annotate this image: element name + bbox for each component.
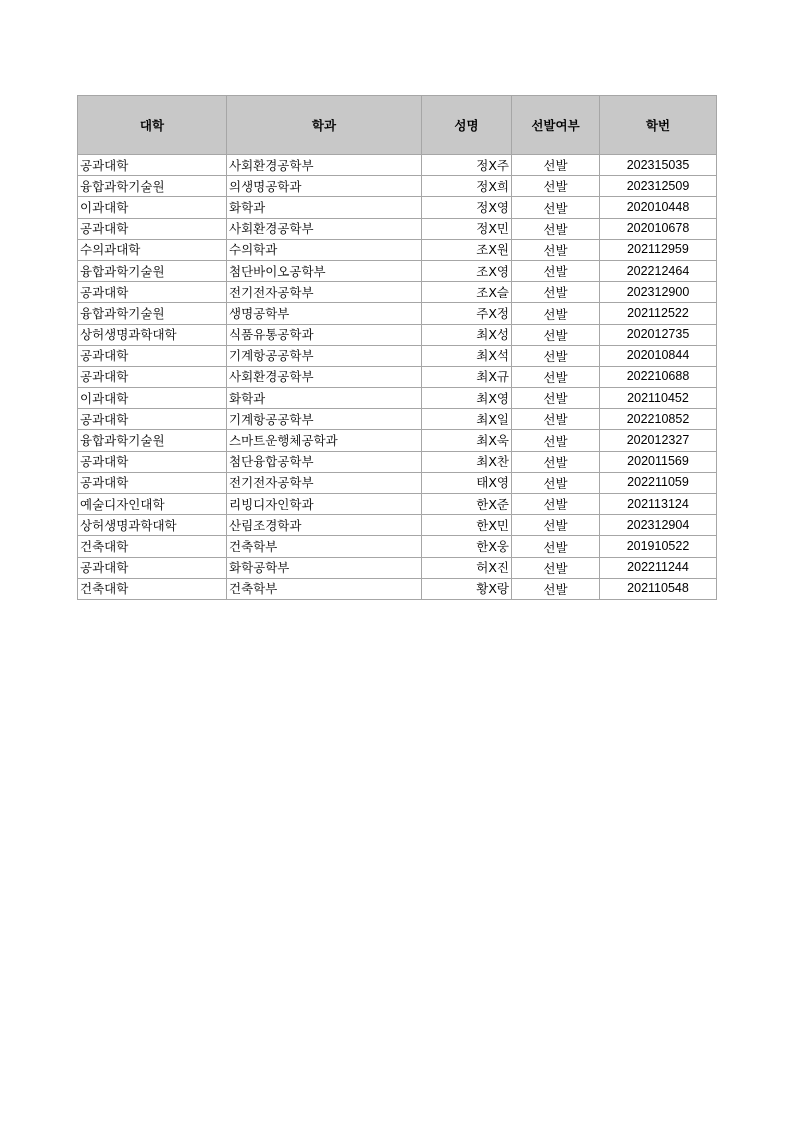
cell-selection-status: 선발 <box>512 472 600 493</box>
cell-selection-status: 선발 <box>512 536 600 557</box>
cell-selection-status: 선발 <box>512 515 600 536</box>
cell-student-id: 202010844 <box>600 345 717 366</box>
cell-name: 정X영 <box>422 197 512 218</box>
cell-college: 이과대학 <box>78 197 227 218</box>
cell-name: 정X민 <box>422 218 512 239</box>
cell-name: 태X영 <box>422 472 512 493</box>
cell-college: 융합과학기술원 <box>78 260 227 281</box>
header-college: 대학 <box>78 96 227 155</box>
cell-student-id: 202012327 <box>600 430 717 451</box>
cell-name: 조X슬 <box>422 282 512 303</box>
cell-name: 정X희 <box>422 176 512 197</box>
cell-name: 허X진 <box>422 557 512 578</box>
cell-name: 조X원 <box>422 239 512 260</box>
table-row <box>78 494 717 515</box>
cell-student-id: 202110452 <box>600 388 717 409</box>
cell-name: 주X정 <box>422 303 512 324</box>
cell-college: 공과대학 <box>78 451 227 472</box>
cell-college: 공과대학 <box>78 282 227 303</box>
table-row <box>78 578 717 599</box>
table-row <box>78 324 717 345</box>
cell-college: 융합과학기술원 <box>78 430 227 451</box>
cell-name: 최X영 <box>422 388 512 409</box>
cell-college: 상허생명과학대학 <box>78 324 227 345</box>
table-row <box>78 260 717 281</box>
cell-department: 전기전자공학부 <box>227 472 422 493</box>
cell-student-id: 202010448 <box>600 197 717 218</box>
table-row <box>78 345 717 366</box>
table-row <box>78 303 717 324</box>
cell-college: 공과대학 <box>78 155 227 176</box>
table-row <box>78 176 717 197</box>
cell-selection-status: 선발 <box>512 409 600 430</box>
cell-college: 건축대학 <box>78 536 227 557</box>
cell-selection-status: 선발 <box>512 218 600 239</box>
cell-department: 사회환경공학부 <box>227 218 422 239</box>
cell-college: 예술디자인대학 <box>78 494 227 515</box>
cell-selection-status: 선발 <box>512 303 600 324</box>
header-name: 성명 <box>422 96 512 155</box>
cell-college: 공과대학 <box>78 472 227 493</box>
cell-college: 수의과대학 <box>78 239 227 260</box>
cell-name: 최X성 <box>422 324 512 345</box>
cell-department: 건축학부 <box>227 536 422 557</box>
header-student-id: 학번 <box>600 96 717 155</box>
cell-department: 화학과 <box>227 197 422 218</box>
cell-name: 조X영 <box>422 260 512 281</box>
cell-department: 리빙디자인학과 <box>227 494 422 515</box>
cell-college: 융합과학기술원 <box>78 176 227 197</box>
cell-student-id: 202312509 <box>600 176 717 197</box>
cell-college: 상허생명과학대학 <box>78 515 227 536</box>
cell-student-id: 202112522 <box>600 303 717 324</box>
table-header <box>78 96 717 155</box>
table-row <box>78 472 717 493</box>
cell-selection-status: 선발 <box>512 155 600 176</box>
table-row <box>78 239 717 260</box>
cell-department: 첨단바이오공학부 <box>227 260 422 281</box>
table-row <box>78 197 717 218</box>
table-row <box>78 515 717 536</box>
cell-name: 황X랑 <box>422 578 512 599</box>
table-row <box>78 282 717 303</box>
header-department: 학과 <box>227 96 422 155</box>
cell-department: 전기전자공학부 <box>227 282 422 303</box>
cell-student-id: 202312900 <box>600 282 717 303</box>
cell-student-id: 202312904 <box>600 515 717 536</box>
cell-department: 기계항공공학부 <box>227 345 422 366</box>
cell-department: 산림조경학과 <box>227 515 422 536</box>
cell-name: 정X주 <box>422 155 512 176</box>
cell-department: 의생명공학과 <box>227 176 422 197</box>
cell-selection-status: 선발 <box>512 557 600 578</box>
cell-student-id: 202210852 <box>600 409 717 430</box>
cell-student-id: 202212464 <box>600 260 717 281</box>
table-body <box>78 155 717 600</box>
cell-name: 최X석 <box>422 345 512 366</box>
table-row <box>78 388 717 409</box>
cell-student-id: 202112959 <box>600 239 717 260</box>
cell-college: 공과대학 <box>78 345 227 366</box>
cell-selection-status: 선발 <box>512 197 600 218</box>
cell-selection-status: 선발 <box>512 260 600 281</box>
cell-student-id: 202113124 <box>600 494 717 515</box>
cell-department: 건축학부 <box>227 578 422 599</box>
cell-selection-status: 선발 <box>512 239 600 260</box>
cell-name: 한X웅 <box>422 536 512 557</box>
cell-college: 공과대학 <box>78 366 227 387</box>
cell-student-id: 201910522 <box>600 536 717 557</box>
table-row <box>78 430 717 451</box>
table-row <box>78 536 717 557</box>
cell-student-id: 202110548 <box>600 578 717 599</box>
cell-selection-status: 선발 <box>512 430 600 451</box>
table-row <box>78 218 717 239</box>
table-row <box>78 409 717 430</box>
cell-selection-status: 선발 <box>512 345 600 366</box>
selection-table <box>77 95 717 600</box>
cell-department: 기계항공공학부 <box>227 409 422 430</box>
cell-student-id: 202315035 <box>600 155 717 176</box>
cell-college: 공과대학 <box>78 218 227 239</box>
cell-selection-status: 선발 <box>512 324 600 345</box>
cell-name: 최X욱 <box>422 430 512 451</box>
cell-college: 이과대학 <box>78 388 227 409</box>
cell-selection-status: 선발 <box>512 451 600 472</box>
cell-name: 최X일 <box>422 409 512 430</box>
cell-college: 건축대학 <box>78 578 227 599</box>
cell-student-id: 202012735 <box>600 324 717 345</box>
cell-department: 화학공학부 <box>227 557 422 578</box>
cell-selection-status: 선발 <box>512 578 600 599</box>
cell-department: 수의학과 <box>227 239 422 260</box>
cell-name: 한X민 <box>422 515 512 536</box>
table-row <box>78 155 717 176</box>
cell-student-id: 202210688 <box>600 366 717 387</box>
table-row <box>78 366 717 387</box>
table-row <box>78 557 717 578</box>
header-selection-status: 선발여부 <box>512 96 600 155</box>
cell-student-id: 202011569 <box>600 451 717 472</box>
cell-department: 첨단융합공학부 <box>227 451 422 472</box>
cell-selection-status: 선발 <box>512 176 600 197</box>
cell-college: 융합과학기술원 <box>78 303 227 324</box>
cell-college: 공과대학 <box>78 409 227 430</box>
table-row <box>78 451 717 472</box>
cell-name: 한X준 <box>422 494 512 515</box>
cell-student-id: 202211244 <box>600 557 717 578</box>
cell-name: 최X찬 <box>422 451 512 472</box>
header-row <box>78 96 717 155</box>
cell-department: 식품유통공학과 <box>227 324 422 345</box>
cell-department: 스마트운행체공학과 <box>227 430 422 451</box>
cell-selection-status: 선발 <box>512 388 600 409</box>
cell-student-id: 202211059 <box>600 472 717 493</box>
cell-department: 사회환경공학부 <box>227 155 422 176</box>
cell-college: 공과대학 <box>78 557 227 578</box>
cell-student-id: 202010678 <box>600 218 717 239</box>
cell-selection-status: 선발 <box>512 366 600 387</box>
cell-name: 최X규 <box>422 366 512 387</box>
cell-department: 사회환경공학부 <box>227 366 422 387</box>
cell-selection-status: 선발 <box>512 494 600 515</box>
cell-department: 생명공학부 <box>227 303 422 324</box>
cell-selection-status: 선발 <box>512 282 600 303</box>
cell-department: 화학과 <box>227 388 422 409</box>
